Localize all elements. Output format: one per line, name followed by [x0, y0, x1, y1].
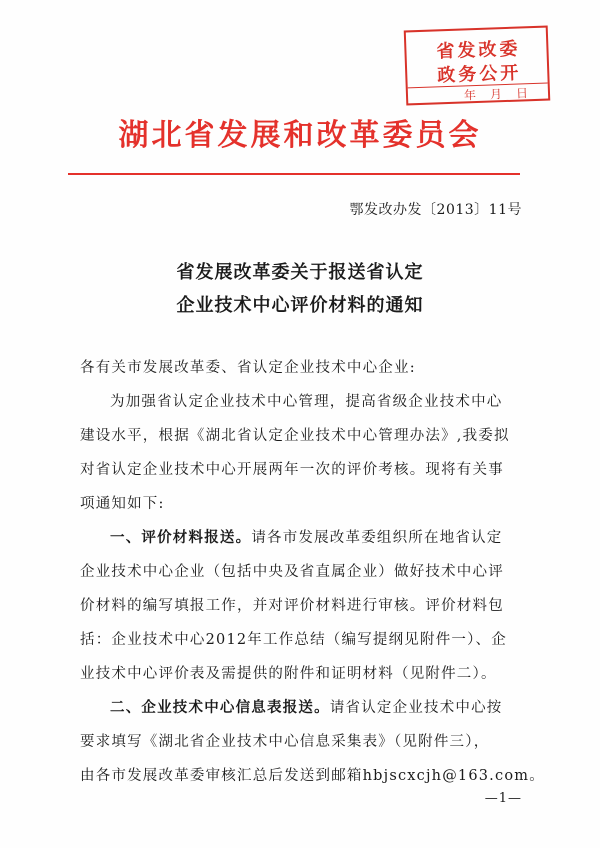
section-1-line-5: 业技术中心评价表及需提供的附件和证明材料（见附件二）。 — [80, 666, 497, 682]
section-1-line-4: 括：企业技术中心2012年工作总结（编写提纲见附件一）、企 — [80, 632, 507, 648]
section-1-line-2: 企业技术中心企业（包括中央及省直属企业）做好技术中心评 — [80, 564, 504, 580]
paragraph-1-line-2: 建设水平，根据《湖北省认定企业技术中心管理办法》,我委拟 — [80, 428, 510, 444]
recipient-line: 各有关市发展改革委、省认定企业技术中心企业: — [80, 360, 416, 376]
stamp-line-2: 政务公开 — [436, 62, 522, 87]
section-2-line-1-text: 请省认定企业技术中心按 — [329, 700, 503, 716]
section-1-line-1 — [110, 526, 550, 547]
section-1-heading: 一、评价材料报送。 — [110, 530, 252, 546]
paragraph-1-line-3: 对省认定企业技术中心开展两年一次的评价考核。现将有关事 — [80, 462, 504, 478]
paragraph-1-line-4: 项通知如下: — [80, 496, 165, 512]
notice-title-line-2: 企业技术中心评价材料的通知 — [176, 295, 424, 316]
stamp-line-1: 省发改委 — [436, 38, 521, 63]
red-header-rule — [68, 173, 520, 175]
section-2-heading: 二、企业技术中心信息表报送。 — [110, 700, 330, 716]
stamp-date-line: 年月日 — [463, 85, 543, 103]
document-number: 鄂发改办发〔2013〕11号 — [349, 202, 522, 218]
paragraph-1-line-1: 为加强省认定企业技术中心管理，提高省级企业技术中心 — [110, 394, 503, 410]
section-2-line-3: 由各市发展改革委审核汇总后发送到邮箱hbjscxcjh@163.com。 — [80, 768, 545, 784]
issuing-organization: 湖北省发展和改革委员会 — [118, 118, 482, 153]
section-1-line-1-text: 请各市发展改革委组织所在地省认定 — [251, 530, 503, 546]
page-number: —1— — [484, 791, 522, 806]
section-2-line-1 — [110, 696, 550, 717]
notice-title-line-1: 省发展改革委关于报送省认定 — [176, 262, 424, 283]
disclosure-stamp — [404, 26, 551, 106]
section-2-line-2: 要求填写《湖北省企业技术中心信息采集表》（见附件三）， — [80, 734, 490, 750]
section-1-line-3: 价材料的编写填报工作，并对评价材料进行审核。评价材料包 — [80, 598, 504, 614]
